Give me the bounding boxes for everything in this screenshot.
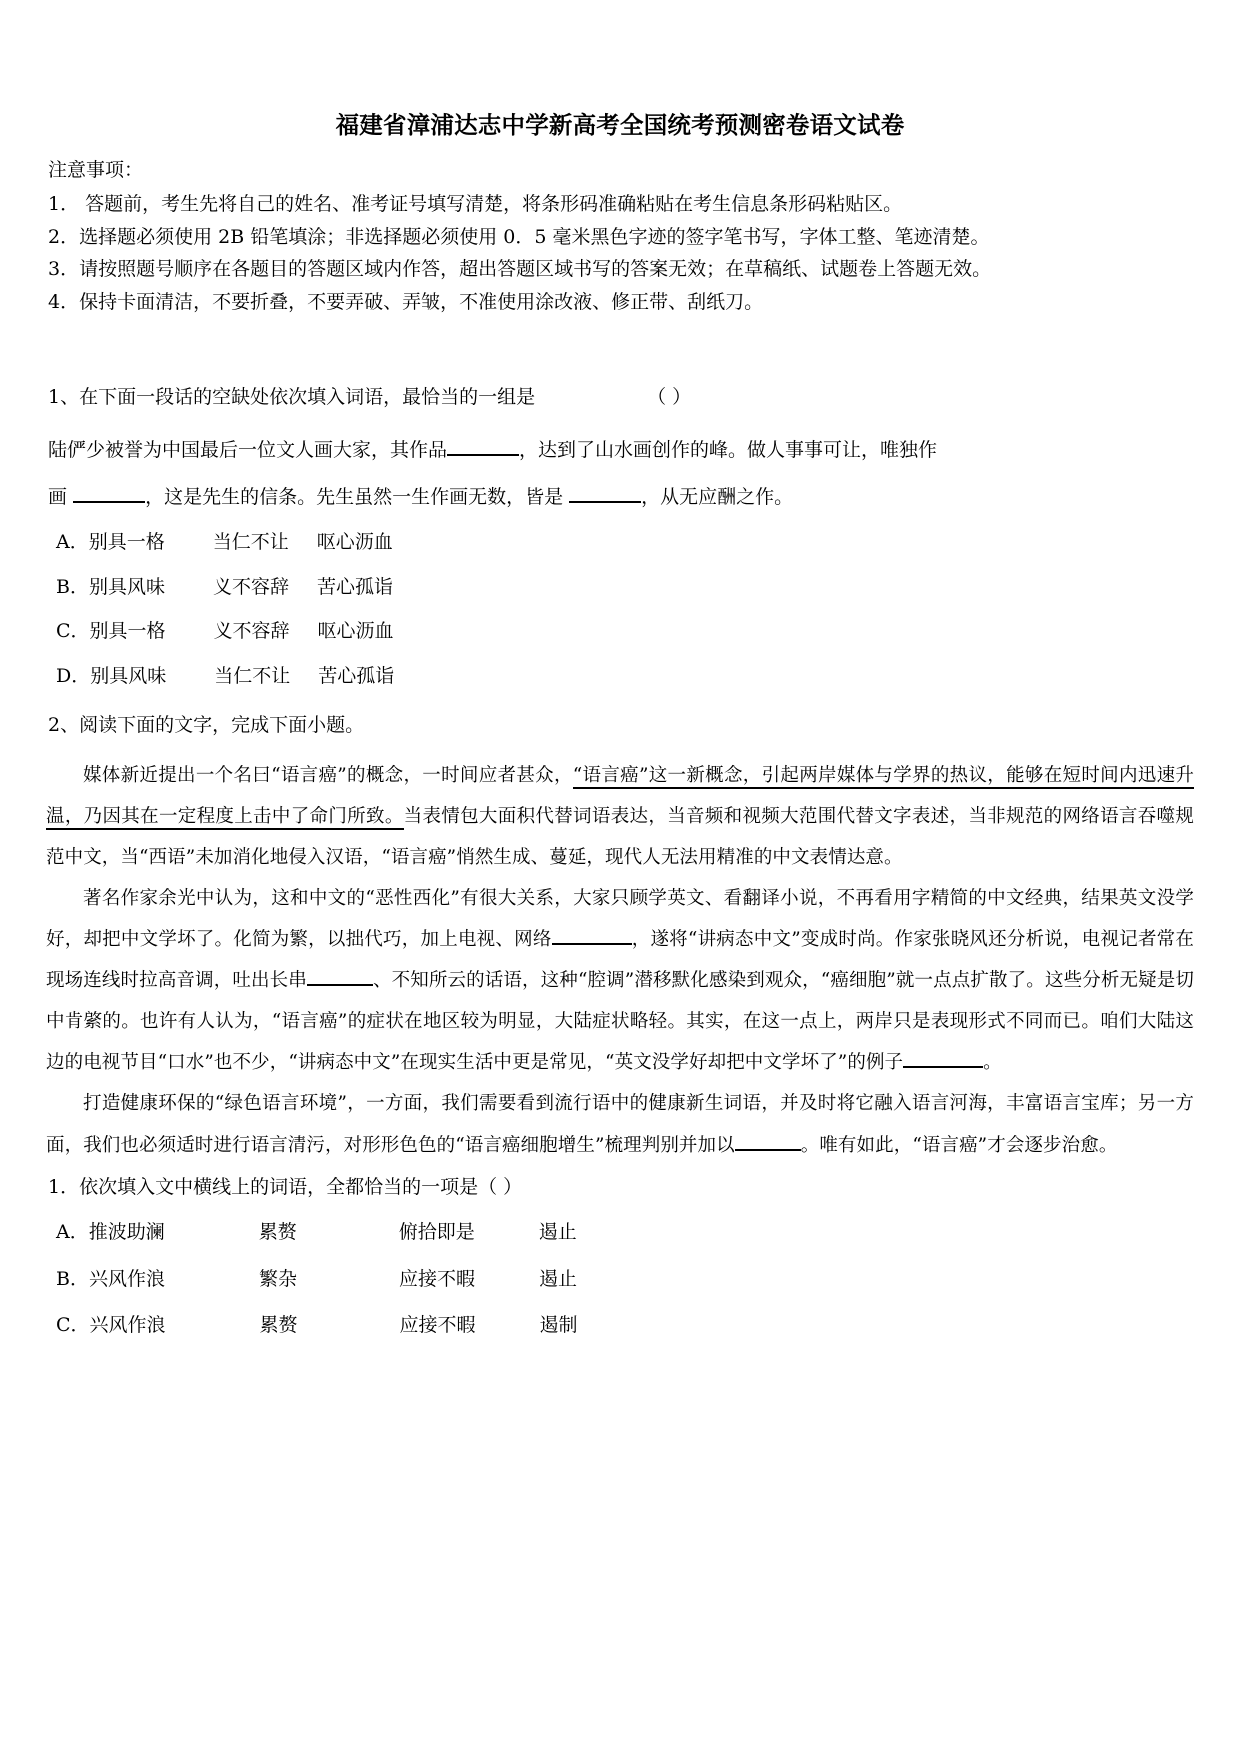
- option-word-4: 遏止: [538, 1221, 577, 1244]
- option-word-1: 别具一格: [89, 620, 166, 643]
- option-label: B．: [56, 575, 89, 598]
- option-label: C．: [56, 620, 90, 643]
- fill-blank-3[interactable]: [569, 501, 641, 503]
- option-word-3: 苦心孤诣: [316, 575, 393, 598]
- spacer: [46, 413, 1194, 427]
- option-label: C．: [56, 1314, 90, 1337]
- notice-item-1: 1． 答题前，考生先将自己的姓名、准考证号填写清楚，将条形码准确粘贴在考生信息条形码粘贴区。: [48, 193, 903, 216]
- option-word-2: 义不容辞: [213, 620, 290, 643]
- question-2-paragraph-3: [46, 1083, 1194, 1165]
- question-2-paragraph-1: [46, 755, 1194, 878]
- option-word-3: 应接不暇: [399, 1314, 476, 1337]
- question-1-stem: [48, 381, 1194, 413]
- option-word-1: 别具风味: [88, 575, 165, 598]
- sub-question-1-option-c[interactable]: [56, 1302, 1194, 1349]
- sub-question-1-option-b[interactable]: [56, 1256, 1194, 1303]
- question-1-option-a[interactable]: [56, 520, 1194, 565]
- paragraph-2-text-a: 著名作家余光中认为，这和中文的“恶性西化”有很大关系，大家只顾学英文、看翻译小说，不再看用字精简的中文经典，结果英文没学好，却把中文学坏了。化简为繁，以拙代巧，加上电视、网络: [46, 888, 1194, 951]
- question-1-option-d[interactable]: [56, 654, 1194, 699]
- option-word-2: 当仁不让: [214, 665, 291, 688]
- question-1-body-line-2: [48, 474, 1194, 521]
- option-word-1: 兴风作浪: [88, 1267, 165, 1290]
- option-word-2: 繁杂: [258, 1267, 297, 1290]
- question-2-paragraph-2: [46, 878, 1194, 1083]
- question-1-option-b[interactable]: [56, 565, 1194, 610]
- q1-body-text-c: 画: [48, 485, 68, 508]
- option-word-2: 义不容辞: [212, 575, 289, 598]
- notice-heading: 注意事项：: [48, 159, 144, 182]
- option-word-3: 俯拾即是: [398, 1221, 475, 1244]
- q1-body-text-e: ，从无应酬之作。: [641, 485, 794, 508]
- q1-body-text-b: ，达到了山水画创作的峰。做人事事可让，唯独作: [519, 439, 938, 461]
- option-word-1: 别具一格: [88, 531, 165, 554]
- q1-body-text-d: ，这是先生的信条。先生虽然一生作画无数，皆是: [145, 485, 564, 508]
- paragraph-2-text-c: 、不知所云的话语，这种“腔调”潜移默化感染到观众，“癌细胞”就一点点扩散了。这些分析无疑是切中肯綮的。也许有人认为，“语言癌”的症状在地区较为明显，大陆症状略轻。其实，在这一点上，两岸只是表现形式不同而已。咱们大陆这边的电视节目“口水”也不少，“讲病态中文”在现实生活中更是常见，“英文没学好却把中文学坏了”的例子: [46, 970, 1194, 1074]
- notice-item-3: 3．请按照题号顺序在各题目的答题区域内作答，超出答题区域书写的答案无效；在草稿纸、试题卷上答题无效。: [48, 258, 992, 281]
- question-1-answer-bracket: （ ）: [647, 385, 692, 408]
- passage-blank-1[interactable]: [552, 943, 632, 945]
- option-label: A．: [56, 531, 89, 554]
- option-word-3: 呕心沥血: [316, 531, 393, 554]
- option-word-2: 累赘: [258, 1221, 297, 1244]
- option-word-3: 苦心孤诣: [318, 665, 395, 688]
- paragraph-1-underlined: “语言癌”这一新概念，引起两岸媒体与学界的热议，能够在短时间内迅速升温，乃因其在一定程度上击中了命门所致。: [46, 765, 1194, 830]
- paragraph-3-text-b: 。唯有如此，“语言癌”才会逐步治愈。: [800, 1134, 1118, 1156]
- sub-question-1-stem: 1．依次填入文中横线上的词语，全都恰当的一项是（ ）: [48, 1175, 523, 1198]
- fill-blank-2[interactable]: [73, 501, 145, 503]
- option-word-2: 累赘: [259, 1314, 298, 1337]
- passage-blank-2[interactable]: [307, 984, 373, 986]
- q1-body-text-a: 陆俨少被誉为中国最后一位文人画大家，其作品: [48, 439, 448, 461]
- spacer: [46, 741, 1194, 755]
- fill-blank-1[interactable]: [447, 454, 519, 456]
- question-1-option-c[interactable]: [56, 609, 1194, 654]
- option-word-4: 遏止: [538, 1267, 577, 1290]
- notice-item-2: 2．选择题必须使用 2B 铅笔填涂；非选择题必须使用 0．5 毫米黑色字迹的签字笔书写，字体工整、笔迹清楚。: [48, 225, 990, 248]
- paragraph-2-text-b: ，遂将“讲病态中文”变成时尚。作家张晓风还分析说，电视记者常在现场连线时拉高音调，吐出长串: [46, 929, 1194, 992]
- option-label: A．: [56, 1221, 89, 1244]
- sub-question-1-option-a[interactable]: [56, 1209, 1194, 1256]
- option-word-1: 兴风作浪: [89, 1314, 166, 1337]
- passage-blank-3[interactable]: [903, 1066, 983, 1068]
- paragraph-3-text-a: 打造健康环保的“绿色语言环境”，一方面，我们需要看到流行语中的健康新生词语，并及时将它融入语言河海，丰富语言宝库；另一方面，我们也必须适时进行语言清污，对形形色色的“语言癌细胞增生”梳理判别并加以: [46, 1093, 1194, 1156]
- option-word-1: 别具风味: [90, 665, 167, 688]
- option-label: B．: [56, 1267, 89, 1290]
- option-word-3: 呕心沥血: [317, 620, 394, 643]
- page-title: 福建省漳浦达志中学新高考全国统考预测密卷语文试卷: [335, 111, 905, 139]
- option-word-2: 当仁不让: [212, 531, 289, 554]
- question-1-stem-text: 1、在下面一段话的空缺处依次填入词语，最恰当的一组是: [48, 385, 536, 408]
- question-1-body-line-1: [48, 427, 1194, 474]
- option-word-1: 推波助澜: [88, 1221, 165, 1244]
- paragraph-1-post: 当表情包大面积代替词语表达，当音频和视频大范围代替文字表述，当非规范的网络语言吞噬规范中文，当“西语”未加消化地侵入汉语，“语言癌”悄然生成、蔓延，现代人无法用精准的中文表情达意。: [46, 806, 1194, 869]
- paragraph-2-text-d: 。: [983, 1052, 1002, 1074]
- passage-blank-4[interactable]: [735, 1149, 801, 1151]
- notice-item-4: 4．保持卡面清洁，不要折叠，不要弄破、弄皱，不准使用涂改液、修正带、刮纸刀。: [48, 291, 764, 314]
- option-label: D．: [56, 665, 91, 688]
- spacer: [46, 319, 1194, 381]
- option-word-4: 遏制: [539, 1314, 578, 1337]
- paragraph-1-pre: 媒体新近提出一个名曰“语言癌”的概念，一时间应者甚众，: [83, 764, 573, 786]
- option-word-3: 应接不暇: [398, 1267, 475, 1290]
- question-2-stem: 2、阅读下面的文字，完成下面小题。: [48, 713, 365, 736]
